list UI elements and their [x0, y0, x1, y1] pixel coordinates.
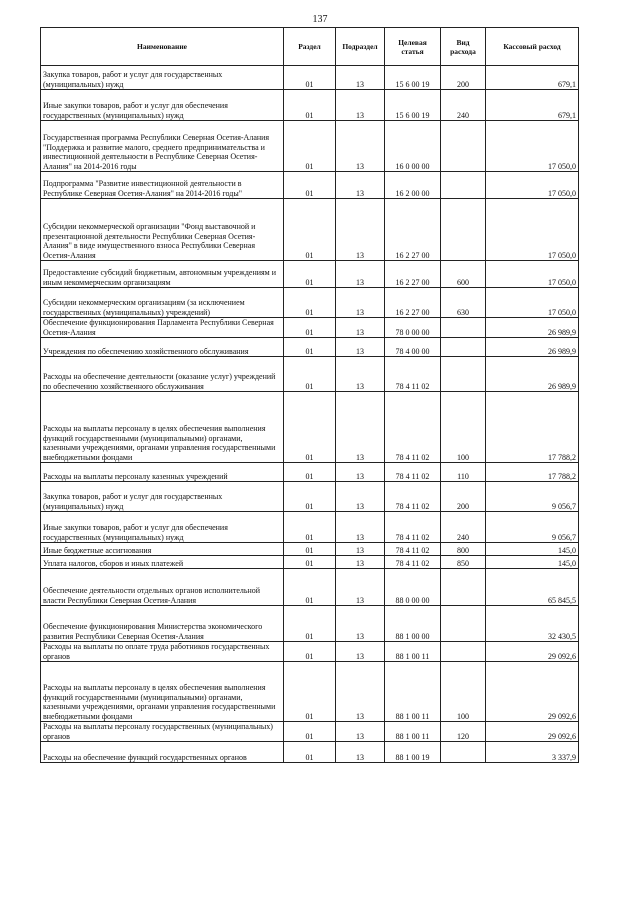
cell-section: 01 [284, 722, 336, 742]
cell-article: 78 0 00 00 [385, 318, 441, 338]
cell-article: 78 4 11 02 [385, 512, 441, 543]
table-row [41, 512, 579, 543]
cell-expense-type: 240 [441, 512, 486, 543]
cell-subsection: 13 [336, 199, 385, 261]
cell-amount: 3 337,9 [486, 742, 579, 763]
cell-amount: 17 050,0 [486, 199, 579, 261]
cell-name: Субсидии некоммерческой организации "Фонд выставочной и презентационной деятельности Республики Северная Осетия-Алания" в виде имущественного взноса Республики Северная Осетия-Алания [41, 199, 284, 261]
cell-expense-type: 600 [441, 261, 486, 288]
cell-subsection: 13 [336, 288, 385, 318]
cell-subsection: 13 [336, 172, 385, 199]
cell-subsection: 13 [336, 569, 385, 606]
table-row [41, 357, 579, 392]
cell-amount: 9 056,7 [486, 512, 579, 543]
cell-amount: 17 050,0 [486, 121, 579, 172]
cell-subsection: 13 [336, 318, 385, 338]
cell-amount: 679,1 [486, 90, 579, 121]
table-row [41, 66, 579, 90]
cell-article: 88 1 00 11 [385, 722, 441, 742]
cell-expense-type: 200 [441, 66, 486, 90]
cell-amount: 29 092,6 [486, 722, 579, 742]
cell-subsection: 13 [336, 90, 385, 121]
cell-name: Обеспечение функционирования Парламента Республики Северная Осетия-Алания [41, 318, 284, 338]
table-row [41, 338, 579, 357]
cell-article: 88 1 00 00 [385, 606, 441, 642]
cell-subsection: 13 [336, 512, 385, 543]
cell-expense-type [441, 642, 486, 662]
cell-subsection: 13 [336, 392, 385, 463]
table-row [41, 642, 579, 662]
cell-subsection: 13 [336, 463, 385, 482]
cell-section: 01 [284, 338, 336, 357]
cell-section: 01 [284, 463, 336, 482]
cell-article: 16 0 00 00 [385, 121, 441, 172]
cell-subsection: 13 [336, 121, 385, 172]
cell-expense-type: 630 [441, 288, 486, 318]
cell-amount: 29 092,6 [486, 662, 579, 722]
cell-article: 78 4 11 02 [385, 392, 441, 463]
cell-expense-type: 100 [441, 392, 486, 463]
table-row [41, 318, 579, 338]
cell-amount: 17 788,2 [486, 392, 579, 463]
cell-expense-type [441, 172, 486, 199]
cell-name: Расходы на выплаты по оплате труда работников государственных органов [41, 642, 284, 662]
cell-name: Закупка товаров, работ и услуг для государственных (муниципальных) нужд [41, 66, 284, 90]
cell-name: Расходы на выплаты персоналу в целях обеспечения выполнения функций государственными (муниципальными) органами, казенными учреждениями, органами управления государственными внебюджетными фондами [41, 662, 284, 722]
cell-expense-type: 850 [441, 556, 486, 569]
cell-expense-type: 100 [441, 662, 486, 722]
cell-amount: 65 845,5 [486, 569, 579, 606]
cell-expense-type: 120 [441, 722, 486, 742]
cell-amount: 17 788,2 [486, 463, 579, 482]
cell-amount: 26 989,9 [486, 338, 579, 357]
cell-article: 15 6 00 19 [385, 66, 441, 90]
cell-name: Закупка товаров, работ и услуг для государственных (муниципальных) нужд [41, 482, 284, 512]
cell-name: Субсидии некоммерческим организациям (за исключением государственных (муниципальных) учреждений) [41, 288, 284, 318]
header-section: Раздел [284, 28, 336, 66]
cell-article: 88 1 00 19 [385, 742, 441, 763]
table-row [41, 288, 579, 318]
cell-article: 88 1 00 11 [385, 662, 441, 722]
cell-expense-type [441, 606, 486, 642]
cell-subsection: 13 [336, 662, 385, 722]
budget-execution-table [40, 27, 579, 763]
cell-name: Расходы на выплаты персоналу государственных (муниципальных) органов [41, 722, 284, 742]
cell-expense-type [441, 338, 486, 357]
cell-section: 01 [284, 288, 336, 318]
header-expense-type: Вид расхода [441, 28, 486, 66]
table-row [41, 742, 579, 763]
cell-article: 16 2 27 00 [385, 288, 441, 318]
cell-amount: 29 092,6 [486, 642, 579, 662]
cell-amount: 26 989,9 [486, 357, 579, 392]
cell-section: 01 [284, 556, 336, 569]
cell-name: Уплата налогов, сборов и иных платежей [41, 556, 284, 569]
cell-section: 01 [284, 512, 336, 543]
cell-subsection: 13 [336, 338, 385, 357]
table-row [41, 722, 579, 742]
cell-section: 01 [284, 261, 336, 288]
cell-amount: 17 050,0 [486, 288, 579, 318]
cell-subsection: 13 [336, 482, 385, 512]
cell-section: 01 [284, 318, 336, 338]
cell-article: 88 1 00 11 [385, 642, 441, 662]
cell-name: Обеспечение деятельности отдельных органов исполнительной власти Республики Северная Осетия-Алания [41, 569, 284, 606]
cell-section: 01 [284, 642, 336, 662]
cell-expense-type [441, 742, 486, 763]
cell-name: Иные закупки товаров, работ и услуг для обеспечения государственных (муниципальных) нужд [41, 512, 284, 543]
cell-article: 16 2 00 00 [385, 172, 441, 199]
cell-name: Иные закупки товаров, работ и услуг для обеспечения государственных (муниципальных) нужд [41, 90, 284, 121]
cell-amount: 26 989,9 [486, 318, 579, 338]
cell-article: 88 0 00 00 [385, 569, 441, 606]
cell-name: Расходы на обеспечение деятельности (оказание услуг) учреждений по обеспечению хозяйственного обслуживания [41, 357, 284, 392]
page-number: 137 [312, 14, 328, 25]
table-body [41, 66, 579, 763]
cell-subsection: 13 [336, 722, 385, 742]
cell-article: 78 4 11 02 [385, 543, 441, 556]
cell-subsection: 13 [336, 357, 385, 392]
table-row [41, 261, 579, 288]
cell-article: 78 4 11 02 [385, 556, 441, 569]
cell-expense-type [441, 357, 486, 392]
cell-amount: 32 430,5 [486, 606, 579, 642]
cell-article: 15 6 00 19 [385, 90, 441, 121]
cell-name: Учреждения по обеспечению хозяйственного обслуживания [41, 338, 284, 357]
table-row [41, 556, 579, 569]
cell-expense-type [441, 121, 486, 172]
cell-expense-type [441, 318, 486, 338]
table-row [41, 199, 579, 261]
table-row [41, 569, 579, 606]
cell-expense-type: 800 [441, 543, 486, 556]
cell-section: 01 [284, 569, 336, 606]
cell-article: 78 4 11 02 [385, 482, 441, 512]
cell-expense-type [441, 199, 486, 261]
cell-subsection: 13 [336, 606, 385, 642]
cell-article: 16 2 27 00 [385, 199, 441, 261]
cell-name: Расходы на выплаты персоналу казенных учреждений [41, 463, 284, 482]
table-row [41, 463, 579, 482]
cell-amount: 145,0 [486, 543, 579, 556]
cell-section: 01 [284, 357, 336, 392]
cell-subsection: 13 [336, 543, 385, 556]
cell-section: 01 [284, 172, 336, 199]
cell-subsection: 13 [336, 742, 385, 763]
cell-section: 01 [284, 482, 336, 512]
cell-subsection: 13 [336, 642, 385, 662]
cell-name: Иные бюджетные ассигнования [41, 543, 284, 556]
cell-name: Расходы на выплаты персоналу в целях обеспечения выполнения функций государственными (муниципальными) органами, казенными учреждениями, органами управления государственными внебюджетными фондами [41, 392, 284, 463]
cell-section: 01 [284, 199, 336, 261]
cell-section: 01 [284, 662, 336, 722]
cell-article: 16 2 27 00 [385, 261, 441, 288]
header-amount: Кассовый расход [486, 28, 579, 66]
cell-article: 78 4 11 02 [385, 357, 441, 392]
cell-expense-type: 200 [441, 482, 486, 512]
table-row [41, 543, 579, 556]
cell-subsection: 13 [336, 261, 385, 288]
cell-section: 01 [284, 66, 336, 90]
cell-expense-type [441, 569, 486, 606]
cell-expense-type: 240 [441, 90, 486, 121]
cell-name: Расходы на обеспечение функций государственных органов [41, 742, 284, 763]
cell-subsection: 13 [336, 556, 385, 569]
cell-article: 78 4 00 00 [385, 338, 441, 357]
cell-amount: 9 056,7 [486, 482, 579, 512]
header-name: Наименование [41, 28, 284, 66]
cell-section: 01 [284, 543, 336, 556]
cell-name: Предоставление субсидий бюджетным, автономным учреждениям и иным некоммерческим организациям [41, 261, 284, 288]
cell-section: 01 [284, 606, 336, 642]
cell-subsection: 13 [336, 66, 385, 90]
cell-article: 78 4 11 02 [385, 463, 441, 482]
table-row [41, 392, 579, 463]
header-article: Целевая статья [385, 28, 441, 66]
cell-section: 01 [284, 90, 336, 121]
cell-amount: 17 050,0 [486, 172, 579, 199]
cell-name: Государственная программа Республики Северная Осетия-Алания "Поддержка и развитие малого, среднего предпринимательства и инвестиционной деятельности в Республике Северная Осетия-Алания" на 2014-2016 годы [41, 121, 284, 172]
table-row [41, 121, 579, 172]
header-subsection: Подраздел [336, 28, 385, 66]
cell-amount: 679,1 [486, 66, 579, 90]
cell-name: Подпрограмма "Развитие инвестиционной деятельности в Республике Северная Осетия-Алания" на 2014-2016 годы" [41, 172, 284, 199]
cell-amount: 145,0 [486, 556, 579, 569]
table-row [41, 90, 579, 121]
cell-name: Обеспечение функционирования Министерства экономического развития Республики Северная Осетия-Алания [41, 606, 284, 642]
cell-section: 01 [284, 392, 336, 463]
cell-section: 01 [284, 121, 336, 172]
table-header-row [41, 28, 579, 66]
cell-expense-type: 110 [441, 463, 486, 482]
cell-amount: 17 050,0 [486, 261, 579, 288]
table-row [41, 606, 579, 642]
table-row [41, 172, 579, 199]
table-row [41, 482, 579, 512]
cell-section: 01 [284, 742, 336, 763]
table-row [41, 662, 579, 722]
